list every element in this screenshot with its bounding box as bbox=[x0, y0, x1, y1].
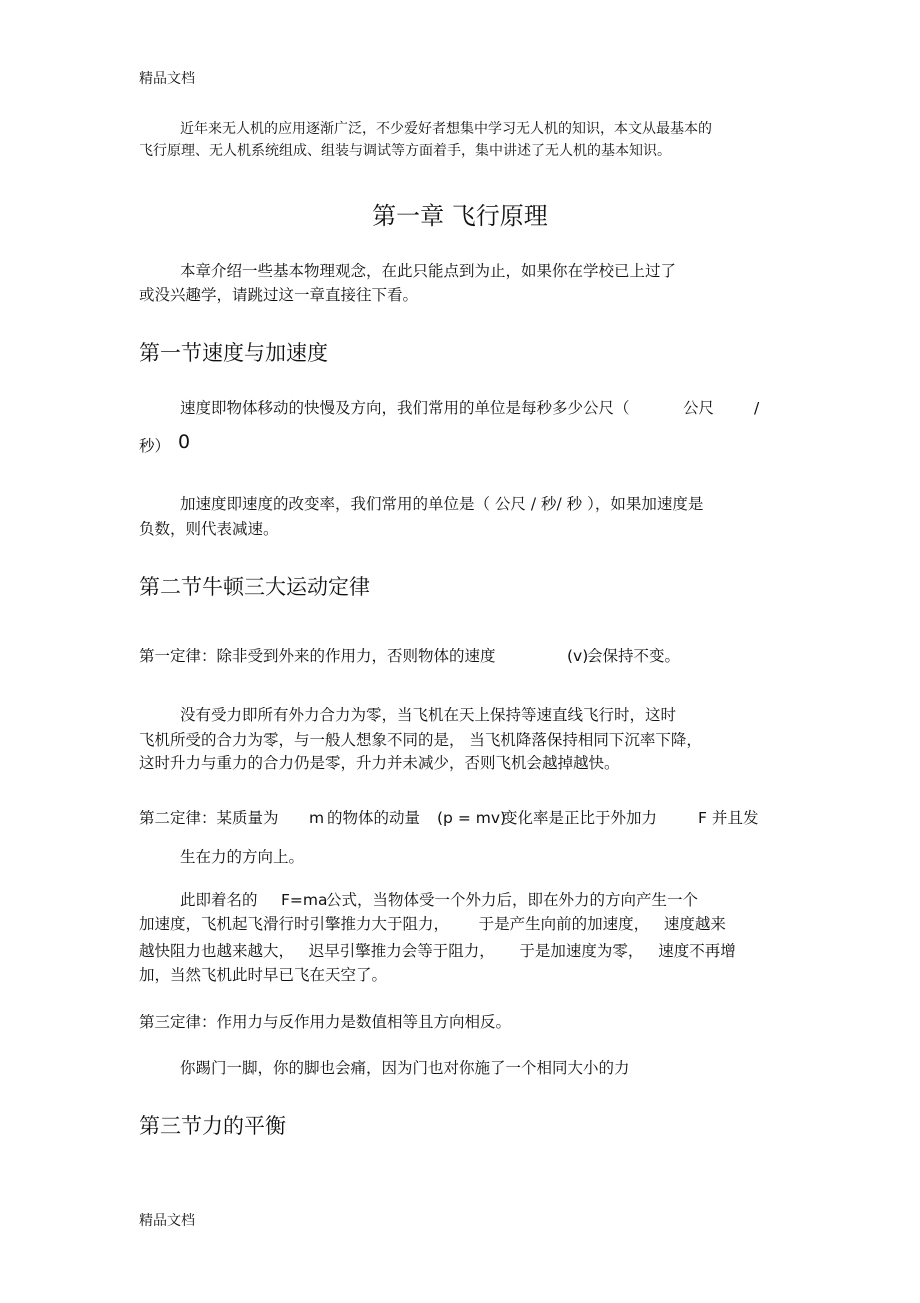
speed-line-2: 秒） bbox=[139, 437, 171, 455]
speed-zero: 0 bbox=[178, 431, 191, 453]
law3-exp: 你踢门一脚，你的脚也会痛，因为门也对你施了一个相同大小的力 bbox=[180, 1059, 630, 1077]
law1-c: 会保持不变。 bbox=[587, 647, 681, 665]
section-1-title: 第一节速度与加速度 bbox=[139, 341, 328, 365]
law2-line-2: 生在力的方向上。 bbox=[180, 848, 305, 866]
law1-exp-line-1: 没有受力即所有外力合力为零，当飞机在天上保持等速直线飞行时，这时 bbox=[180, 706, 677, 724]
law1-a: 第一定律：除非受到外来的作用力，否则物体的速度 bbox=[139, 647, 496, 665]
intro-line-2: 飞行原理、无人机系统组成、组装与调试等方面着手，集中讲述了无人机的基本知识。 bbox=[139, 143, 671, 159]
law2-d: (p = mv) bbox=[437, 809, 507, 827]
page-header: 精品文档 bbox=[139, 71, 195, 87]
section-3-title: 第三节力的平衡 bbox=[139, 1114, 286, 1138]
accel-line-1: 加速度即速度的改变率，我们常用的单位是（ 公尺 / 秒/ 秒 ），如果加速度是 bbox=[180, 495, 704, 513]
law2-exp-line-2: 加速度，飞机起飞滑行时引擎推力大于阻力， 于是产生向前的加速度， 速度越来 bbox=[139, 915, 726, 933]
law1-b: (v) bbox=[567, 647, 589, 665]
speed-unit-meter: 公尺 bbox=[683, 399, 715, 417]
section-2-title: 第二节牛顿三大运动定律 bbox=[139, 575, 370, 599]
accel-line-2: 负数，则代表减速。 bbox=[139, 520, 279, 538]
law1-exp-line-2: 飞机所受的合力为零，与一般人想象不同的是， 当飞机降落保持相同下沉率下降， bbox=[139, 731, 702, 749]
law2-a: 第二定律：某质量为 bbox=[139, 809, 279, 827]
law2-e: 变化率是正比于外加力 bbox=[502, 809, 658, 827]
intro-line-1: 近年来无人机的应用逐渐广泛，不少爱好者想集中学习无人机的知识，本文从最基本的 bbox=[180, 121, 712, 137]
law2-exp-a: 此即着名的 bbox=[180, 891, 258, 909]
law2-exp-c: 公式，当物体受一个外力后，即在外力的方向产生一个 bbox=[326, 891, 699, 909]
law3: 第三定律：作用力与反作用力是数值相等且方向相反。 bbox=[139, 1013, 512, 1031]
chapter-title: 第一章 飞行原理 bbox=[372, 202, 548, 230]
law2-f: F bbox=[698, 809, 707, 827]
law2-exp-line-4: 加，当然飞机此时早已飞在天空了。 bbox=[139, 966, 388, 984]
law1-exp-line-3: 这时升力与重力的合力仍是零，升力并未减少，否则飞机会越掉越快。 bbox=[139, 754, 620, 772]
chapter-intro-line-2: 或没兴趣学，请跳过这一章直接往下看。 bbox=[139, 286, 419, 304]
page-footer: 精品文档 bbox=[139, 1213, 195, 1229]
law2-exp-b: F=ma bbox=[281, 891, 328, 909]
law2-b: m bbox=[309, 809, 325, 827]
law2-exp-line-3: 越快阻力也越来越大， 迟早引擎推力会等于阻力， 于是加速度为零， 速度不再增 bbox=[139, 942, 736, 960]
speed-line-1: 速度即物体移动的快慢及方向，我们常用的单位是每秒多少公尺（ bbox=[180, 399, 630, 417]
law2-c: 的物体的动量 bbox=[327, 809, 421, 827]
law2-g: 并且发 bbox=[712, 809, 759, 827]
chapter-intro-line-1: 本章介绍一些基本物理观念，在此只能点到为止，如果你在学校已上过了 bbox=[180, 262, 677, 280]
speed-unit-slash: / bbox=[754, 399, 760, 417]
